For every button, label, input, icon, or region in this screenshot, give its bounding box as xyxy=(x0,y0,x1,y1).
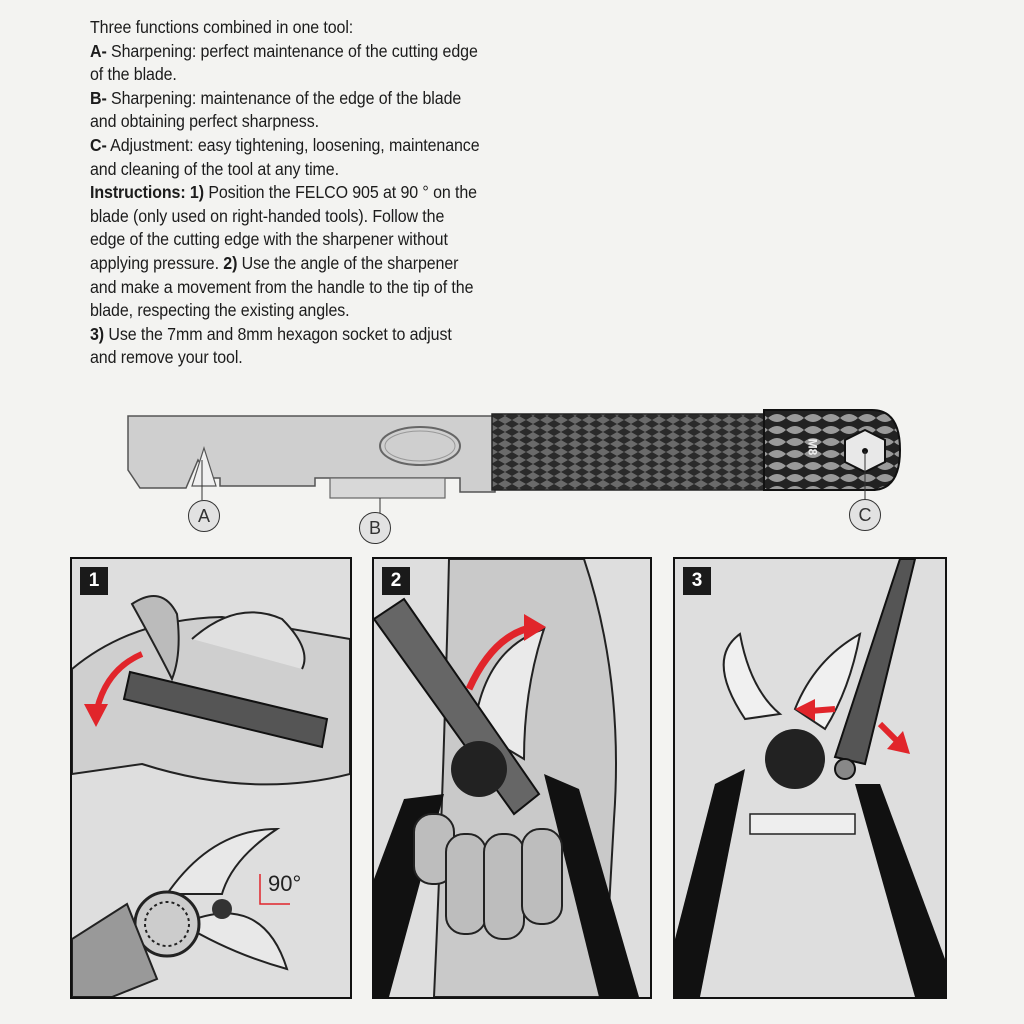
function-a-text: Sharpening: perfect maintenance of the cutting edge of the blade. xyxy=(90,40,478,85)
label-a: A xyxy=(188,500,220,532)
step-3-illustration xyxy=(675,559,945,997)
step-3-panel xyxy=(673,557,947,999)
function-c-label: C- xyxy=(90,134,107,155)
step-2-badge: 2 xyxy=(382,567,410,595)
intro-line: Three functions combined in one tool: xyxy=(90,17,354,37)
instructions-label: Instructions: 1) xyxy=(90,182,204,203)
instruction-2-text: Use the angle of the sharpener and make a movement from the handle to the tip of the blade, respecting the existing angles. xyxy=(90,252,474,321)
step-2-illustration xyxy=(374,559,650,997)
instruction-text xyxy=(90,16,481,370)
function-b xyxy=(90,87,481,134)
instruction-3 xyxy=(90,323,481,370)
step-2-label: 2) xyxy=(223,252,238,273)
angle-label: 90° xyxy=(268,871,302,896)
step-3-label: 3) xyxy=(90,323,105,344)
step-3-badge: 3 xyxy=(683,567,711,595)
step-1-badge: 1 xyxy=(80,567,108,595)
label-b: B xyxy=(359,512,391,544)
file-section xyxy=(492,414,764,490)
function-b-text: Sharpening: maintenance of the edge of the blade and obtaining perfect sharpness. xyxy=(90,87,462,132)
socket-mark: M8 xyxy=(805,438,820,456)
function-c-text: Adjustment: easy tightening, loosening, maintenance and cleaning of the tool at any time. xyxy=(90,134,480,179)
sharpening-slot xyxy=(330,478,445,498)
label-c: C xyxy=(849,499,881,531)
step-1-illustration xyxy=(72,559,350,997)
sharpener-tool-diagram xyxy=(120,400,910,550)
function-a-label: A- xyxy=(90,40,107,61)
instruction-3-text: Use the 7mm and 8mm hexagon socket to adjust and remove your tool. xyxy=(90,323,452,368)
sharpener-tool-illustration xyxy=(120,400,910,550)
instructions xyxy=(90,181,481,323)
function-a xyxy=(90,40,481,87)
instruction-1-text: Position the FELCO 905 at 90 ° on the blade (only used on right-handed tools). Follow the edge of the cutting edge with the sharpener without applying pressure. xyxy=(90,182,477,273)
function-c xyxy=(90,134,481,181)
step-1-panel xyxy=(70,557,352,999)
function-b-label: B- xyxy=(90,87,107,108)
step-2-panel xyxy=(372,557,652,999)
